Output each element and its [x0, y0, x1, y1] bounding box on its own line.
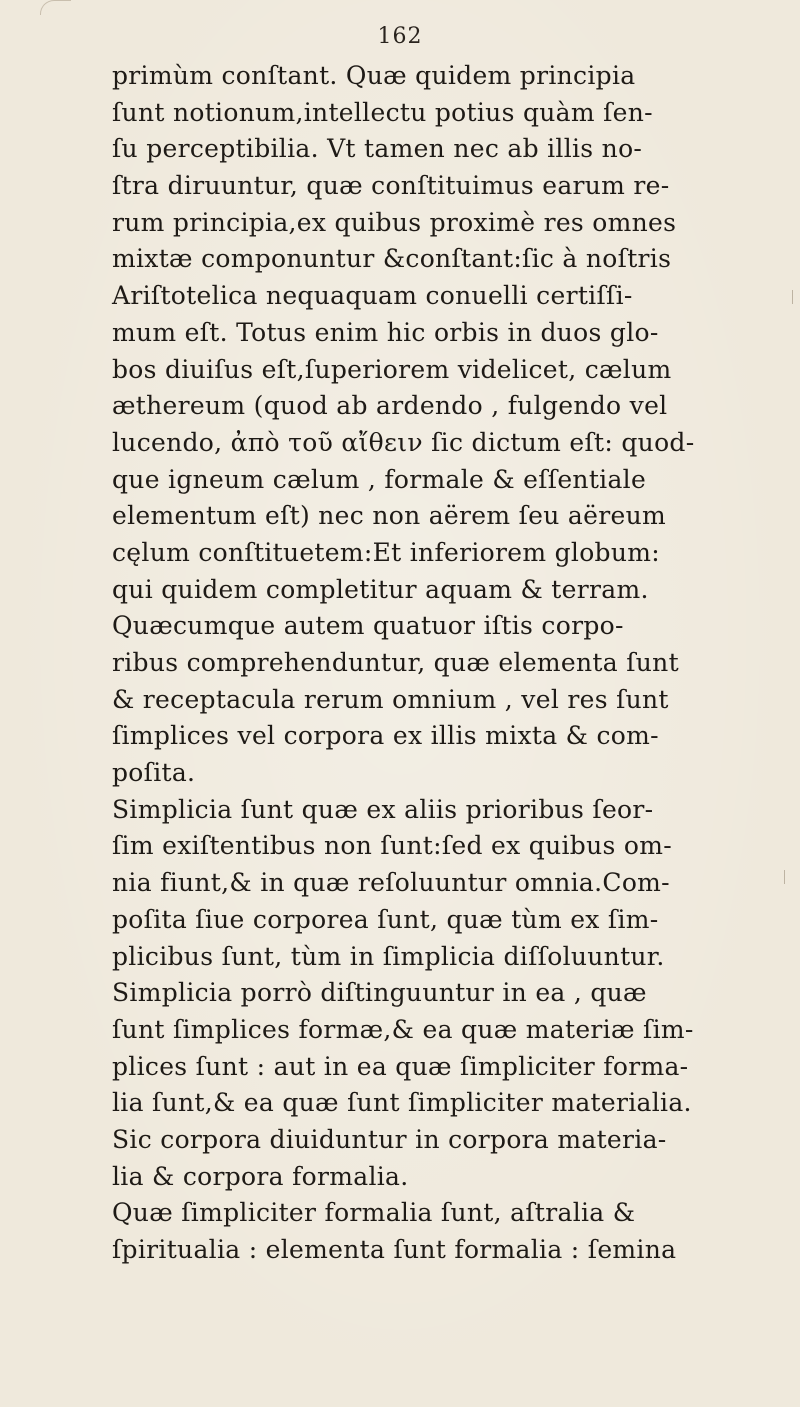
text-line: primùm conſtant. Quæ quidem principia — [112, 61, 636, 90]
text-line: elementum eſt) nec non aërem ſeu aëreum — [112, 501, 666, 531]
text-line: ſpiritualia : elementa ſunt formalia : ſemina — [112, 1235, 677, 1264]
text-line: Quæcumque autem quatuor iſtis corpo- — [112, 611, 624, 641]
text-line: poſita ſiue corporea ſunt, quæ tùm ex ſim- — [112, 904, 659, 934]
text-line: & receptacula rerum omnium , vel res ſunt — [112, 684, 669, 714]
text-line: ribus comprehenduntur, quæ elementa ſunt — [112, 648, 679, 677]
page-number: 162 — [377, 24, 423, 49]
text-line: plices ſunt : aut in ea quæ ſimpliciter forma- — [112, 1051, 689, 1081]
text-line: æthereum (quod ab ardendo , fulgendo vel — [112, 391, 668, 421]
text-line: nia fiunt,& in quæ reſoluuntur omnia.Com- — [112, 868, 670, 898]
text-line: Ariſtotelica nequaquam conuelli certiſſi- — [112, 281, 633, 311]
text-line: plicibus ſunt, tùm in ſimplicia diſſoluuntur. — [112, 941, 665, 971]
text-line: ſu perceptibilia. Vt tamen nec ab illis no- — [112, 134, 643, 164]
text-line: Quæ ſimpliciter formalia ſunt, aſtralia & — [112, 1198, 636, 1228]
text-line: Simplicia porrò diſtinguuntur in ea , quæ — [112, 978, 647, 1008]
text-line: mixtæ componuntur &conſtant:ſic à noſtris — [112, 244, 672, 274]
text-line: mum eſt. Totus enim hic orbis in duos glo- — [112, 317, 659, 347]
text-line: Sic corpora diuiduntur in corpora materia- — [112, 1124, 667, 1154]
text-line: ſunt notionum,intellectu potius quàm ſen- — [112, 97, 653, 127]
text-line: qui quidem completitur aquam & terram. — [112, 574, 649, 604]
margin-speck — [792, 290, 793, 304]
margin-speck — [784, 870, 785, 884]
text-line: lucendo, ἀπὸ τοῦ αἴθειν ſic dictum eſt: quod- — [112, 427, 695, 457]
text-line: ſimplices vel corpora ex illis mixta & com- — [112, 721, 659, 751]
text-line: que igneum cælum , formale & eſſentiale — [112, 464, 647, 494]
text-line: rum principia,ex quibus proximè res omnes — [112, 207, 677, 237]
text-line: Simplicia ſunt quæ ex aliis prioribus ſeor- — [112, 794, 654, 824]
text-line: bos diuiſus eſt,ſuperiorem videlicet, cælum — [112, 354, 672, 384]
text-line: ſunt ſimplices formæ,& ea quæ materiæ ſim- — [112, 1014, 694, 1044]
text-line: ſtra diruuntur, quæ conſtituimus earum re- — [112, 171, 670, 201]
text-line: ſim exiſtentibus non ſunt:ſed ex quibus om- — [112, 831, 672, 861]
text-line: lia ſunt,& ea quæ ſunt ſimpliciter materialia. — [112, 1088, 692, 1118]
body-text — [112, 58, 792, 1269]
text-line: poſita. — [112, 758, 196, 788]
page-corner-mark — [40, 0, 71, 15]
text-line: cęlum conſtituetem:Et inferiorem globum: — [112, 537, 660, 567]
text-line: lia & corpora formalia. — [112, 1161, 409, 1191]
